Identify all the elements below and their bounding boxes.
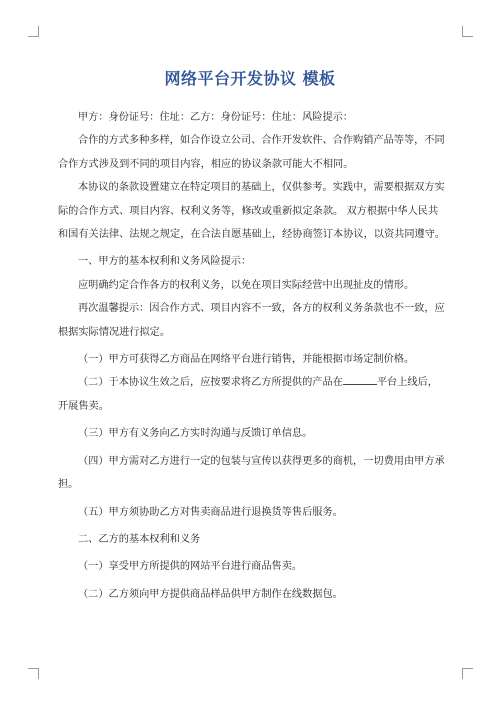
clause-a-1: （一）甲方可获得乙方商品在网络平台进行销售，并能根据市场定制价格。 [78, 354, 415, 366]
platform-blank-field [343, 375, 377, 385]
clause-a-2-part1: （二）于本协议生效之后，应按要求将乙方所提供的产品在 [78, 377, 343, 389]
clause-a-5: （五）甲方须协助乙方对售卖商品进行退换货等售后服务。 [78, 506, 343, 518]
clause-b-2: （二）乙方须向甲方提供商品样品供甲方制作在线数据包。 [78, 588, 343, 600]
clause-a-4: （四）甲方需对乙方进行一定的包装与宣传以获得更多的商机，一切费用由甲方承担。 [58, 455, 445, 491]
document-title: 网络平台开发协议 模板 [164, 69, 336, 88]
paragraph-rights-notice: 应明确约定合作各方的权利义务，以免在项目实际经营中出现扯皮的情形。 [78, 279, 415, 291]
section-heading-party-b: 二、乙方的基本权利和义务 [78, 533, 201, 545]
crop-mark-bottom-left [28, 668, 39, 679]
crop-mark-top-right [462, 26, 473, 37]
crop-mark-bottom-right [462, 668, 473, 679]
clause-b-1: （一）享受甲方所提供的网站平台进行商品售卖。 [78, 561, 303, 573]
paragraph-parties: 甲方：身份证号：住址：乙方：身份证号：住址：风险提示： [78, 112, 354, 123]
clause-a-2-part2: 平台上线后，开展售卖。 [58, 377, 438, 412]
paragraph-agreement-basis: 本协议的条款设置建立在特定项目的基础上，仅供参考。实践中，需要根据双方实际的合作方式、项目内容、权利义务等，修改或重新拟定条款。 双方根据中华人民共和国有关法律、法规之规定，在合法自愿基础上，经协商签订本协议，以资共同遵守。 [58, 182, 446, 241]
clause-a-3: （三）甲方有义务向乙方实时沟通与反馈订单信息。 [78, 428, 313, 440]
section-heading-party-a: 一、甲方的基本权利和义务风险提示： [78, 256, 252, 268]
paragraph-reminder: 再次温馨提示：因合作方式、项目内容不一致，各方的权利义务条款也不一致，应根据实际情况进行拟定。 [58, 303, 445, 338]
paragraph-cooperation-types: 合作的方式多种多样，如合作设立公司、合作开发软件、合作购销产品等等，不同合作方式涉及到不同的项目内容，相应的协议条款可能大不相同。 [58, 135, 445, 170]
crop-mark-top-left [28, 26, 39, 37]
clause-a-2 [58, 371, 448, 418]
document-body [58, 106, 448, 606]
